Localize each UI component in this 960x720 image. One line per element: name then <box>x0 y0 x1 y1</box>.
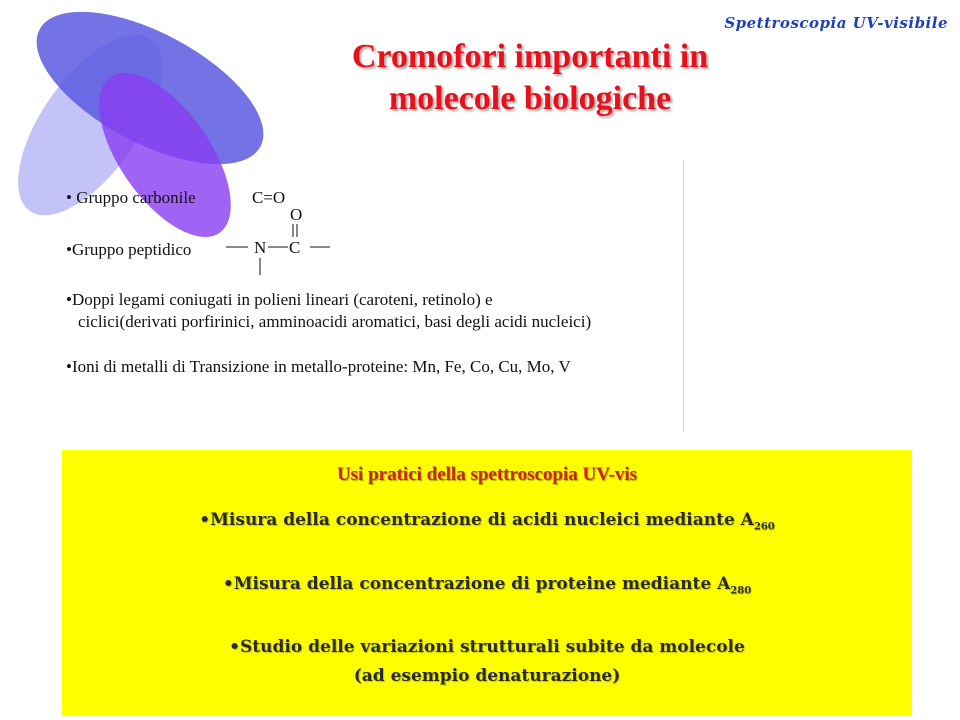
peptide-oxygen: O <box>290 205 303 224</box>
peptide-nitrogen: N <box>254 238 267 257</box>
title-line-1: Cromofori importanti in <box>351 38 709 75</box>
chromophore-list <box>66 160 686 430</box>
use-nucleic-acids <box>62 510 912 532</box>
page-title <box>250 36 810 120</box>
corner-label: Spettroscopia UV-visibile <box>724 14 948 32</box>
divider-line <box>683 160 684 432</box>
use-proteins-text: •Misura della concentrazione di proteine mediante A <box>222 574 731 594</box>
conjugated-bonds-line-1: •Doppi legami coniugati in polieni lineari (caroteni, retinolo) e <box>66 290 493 309</box>
use-proteins <box>62 574 912 596</box>
uses-title: Usi pratici della spettroscopia UV-vis <box>336 464 638 485</box>
use-nucleic-acids-text: •Misura della concentrazione di acidi nucleici mediante A <box>199 510 754 530</box>
use-structural-line-1: •Studio delle variazioni strutturali subite da molecole <box>229 637 745 657</box>
transition-metals: •Ioni di metalli di Transizione in metallo-proteine: Mn, Fe, Co, Cu, Mo, V <box>66 357 571 376</box>
use-nucleic-acids-sub: 260 <box>753 521 775 533</box>
use-proteins-sub: 280 <box>730 585 752 597</box>
title-line-2: molecole biologiche <box>388 80 672 117</box>
use-structural-line-2: (ad esempio denaturazione) <box>353 666 621 686</box>
conjugated-bonds-line-2: ciclici(derivati porfirinici, amminoacidi aromatici, basi degli acidi nucleici) <box>78 312 592 331</box>
peptide-carbon: C <box>289 238 301 257</box>
peptide-bond-structure <box>226 204 346 278</box>
carbonyl-formula: C=O <box>252 188 286 207</box>
uses-panel <box>62 450 912 716</box>
peptide-label: •Gruppo peptidico <box>66 240 192 259</box>
carbonyl-label: • Gruppo carbonile <box>66 188 196 207</box>
